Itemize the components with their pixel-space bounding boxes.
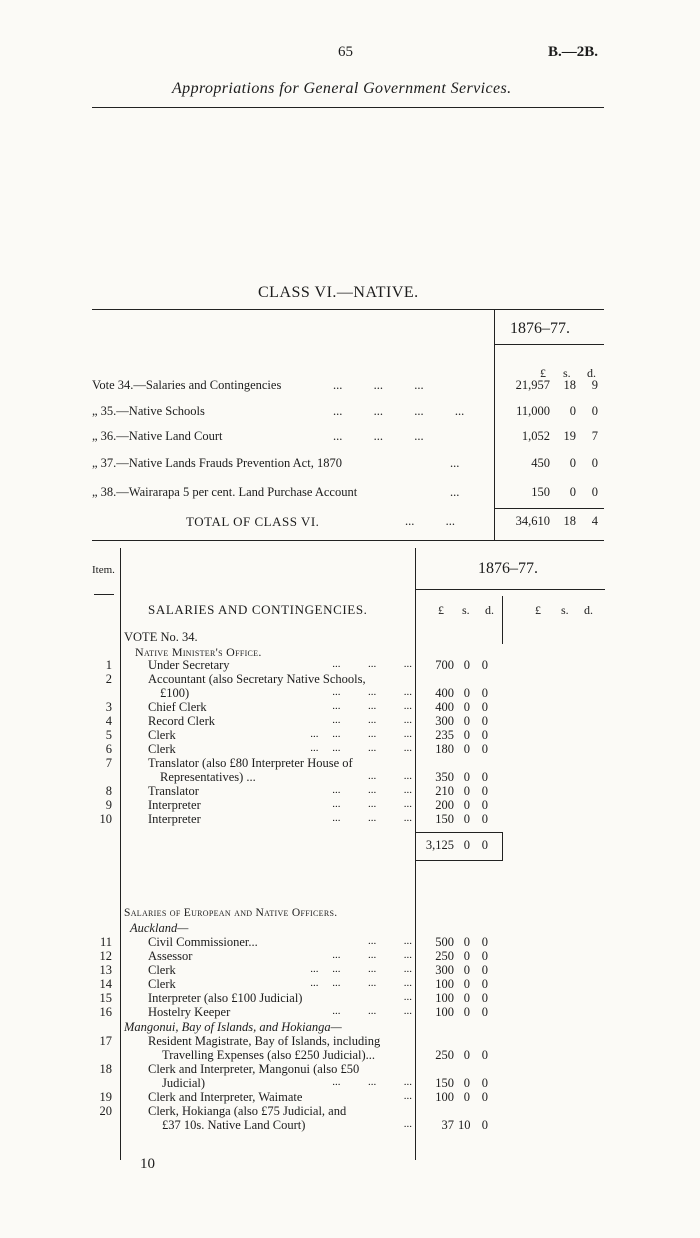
summary-unit-shilling: s. <box>563 366 571 380</box>
item-label: Clerk <box>148 963 176 977</box>
subtotal-top-rule <box>415 832 503 833</box>
summary-total-shillings: 18 <box>563 514 576 528</box>
summary-total-pence: 4 <box>591 514 598 528</box>
detail-item-divider <box>120 548 121 1160</box>
item-number: 2 <box>105 672 112 686</box>
item-pence: 0 <box>481 700 488 714</box>
detail-unit-shilling-2: s. <box>561 603 569 617</box>
item-pence: 0 <box>481 784 488 798</box>
item-pence: 0 <box>481 658 488 672</box>
detail-unit-pound: £ <box>438 603 444 617</box>
item-dots: ... <box>403 1118 412 1130</box>
item-pounds: 700 <box>435 658 454 672</box>
item-pounds: 400 <box>435 700 454 714</box>
summary-bottom-rule <box>92 540 604 541</box>
summary-unit-pence: d. <box>587 366 596 380</box>
item-pounds: 100 <box>435 977 454 991</box>
item-pounds: 150 <box>435 812 454 826</box>
summary-row-pounds: 450 <box>531 456 550 470</box>
item-pounds: 300 <box>435 963 454 977</box>
detail-year-rule <box>415 589 605 590</box>
item-pence: 0 <box>481 686 488 700</box>
summary-row-label: „ 35.—Native Schools <box>92 404 205 418</box>
item-pence: 0 <box>481 935 488 949</box>
item-label: Representatives) ... <box>160 770 256 784</box>
detail-unit-shilling: s. <box>462 603 470 617</box>
sheet-number: 10 <box>140 1156 155 1172</box>
detail-total-divider <box>502 596 503 644</box>
vote-heading: VOTE No. 34. <box>124 630 198 644</box>
item-pounds: 210 <box>435 784 454 798</box>
item-shillings: 0 <box>463 949 470 963</box>
item-pence: 0 <box>481 798 488 812</box>
item-pence: 0 <box>481 991 488 1005</box>
summary-top-rule <box>92 309 604 310</box>
item-shillings: 0 <box>463 742 470 756</box>
item-label: Accountant (also Secretary Native Schools, <box>148 672 366 686</box>
item-pounds: 500 <box>435 935 454 949</box>
summary-row-dots: ... ... ... <box>333 378 424 392</box>
item-pounds: 350 <box>435 770 454 784</box>
item-number: 10 <box>99 812 112 826</box>
item-pence: 0 <box>481 812 488 826</box>
item-shillings: 0 <box>463 963 470 977</box>
summary-row-label: „ 36.—Native Land Court <box>92 429 223 443</box>
subtotal-pounds: 3,125 <box>425 838 454 852</box>
summary-row-label: „ 37.—Native Lands Frauds Prevention Act, 1870 <box>92 456 342 470</box>
item-pounds: 100 <box>435 991 454 1005</box>
summary-row-dots: ... ... ... <box>333 429 424 443</box>
item-number: 13 <box>99 963 112 977</box>
item-shillings: 0 <box>463 935 470 949</box>
item-shillings: 0 <box>463 728 470 742</box>
item-pounds: 300 <box>435 714 454 728</box>
summary-row-pence: 9 <box>591 378 598 392</box>
subtotal-pence: 0 <box>481 838 488 852</box>
item-pence: 0 <box>481 1048 488 1062</box>
item-label: Under Secretary <box>148 658 230 672</box>
summary-row-dots: ... <box>450 485 460 499</box>
subtotal-right-rule <box>502 832 503 861</box>
item-label: £100) <box>160 686 190 700</box>
item-dots: ... ... ... <box>332 658 412 670</box>
summary-row-shillings: 19 <box>563 429 576 443</box>
item-pounds: 200 <box>435 798 454 812</box>
item-number: 15 <box>99 991 112 1005</box>
summary-total-pounds: 34,610 <box>515 514 550 528</box>
summary-row-label: Vote 34.—Salaries and Contingencies <box>92 378 282 392</box>
item-pence: 0 <box>481 977 488 991</box>
subtotal-shillings: 0 <box>463 838 470 852</box>
item-shillings: 0 <box>463 798 470 812</box>
item-shillings: 0 <box>463 1090 470 1104</box>
header-rule <box>92 107 604 108</box>
item-pence: 0 <box>481 728 488 742</box>
summary-year: 1876–77. <box>510 320 570 337</box>
item-shillings: 10 <box>458 1118 471 1132</box>
subtotal-bottom-rule <box>415 860 503 861</box>
section2-heading: Salaries of European and Native Officers. <box>124 907 338 919</box>
summary-row-pence: 0 <box>591 404 598 418</box>
item-number: 9 <box>105 798 112 812</box>
summary-total-rule <box>494 508 604 509</box>
item-number: 6 <box>105 742 112 756</box>
item-dots: ... ... ... ... <box>310 963 412 975</box>
item-column-header: Item. <box>92 564 115 576</box>
item-number: 8 <box>105 784 112 798</box>
summary-row-shillings: 0 <box>569 485 576 499</box>
summary-row-pounds: 21,957 <box>515 378 550 392</box>
item-dots: ... ... ... ... <box>310 728 412 740</box>
item-header-rule <box>94 594 114 595</box>
item-shillings: 0 <box>463 1005 470 1019</box>
item-label: Record Clerk <box>148 714 215 728</box>
item-dots: ... <box>403 1090 412 1102</box>
item-label: Chief Clerk <box>148 700 207 714</box>
item-dots: ... ... ... ... <box>310 977 412 989</box>
detail-amount-divider <box>415 548 416 1160</box>
item-shillings: 0 <box>463 1076 470 1090</box>
auckland-heading: Auckland— <box>130 921 189 935</box>
item-dots: ... ... ... <box>332 1005 412 1017</box>
item-pounds: 180 <box>435 742 454 756</box>
item-number: 14 <box>99 977 112 991</box>
item-shillings: 0 <box>463 812 470 826</box>
item-label: Clerk <box>148 728 176 742</box>
item-label: Civil Commissioner... <box>148 935 258 949</box>
item-shillings: 0 <box>463 991 470 1005</box>
item-dots: ... ... ... <box>332 798 412 810</box>
summary-unit-pound: £ <box>540 366 546 380</box>
item-pounds: 150 <box>435 1076 454 1090</box>
office-heading: Native Minister's Office. <box>135 645 262 659</box>
item-number: 12 <box>99 949 112 963</box>
page-title: Appropriations for General Government Services. <box>172 80 512 97</box>
item-label: £37 10s. Native Land Court) <box>162 1118 306 1132</box>
summary-row-pence: 0 <box>591 456 598 470</box>
item-pence: 0 <box>481 1090 488 1104</box>
item-label: Interpreter <box>148 798 201 812</box>
item-pounds: 250 <box>435 1048 454 1062</box>
summary-row-shillings: 0 <box>569 456 576 470</box>
item-shillings: 0 <box>463 784 470 798</box>
summary-row-dots: ... ... ... ... <box>333 404 465 418</box>
summary-row-pence: 0 <box>591 485 598 499</box>
summary-row-dots: ... <box>450 456 460 470</box>
item-pounds: 100 <box>435 1005 454 1019</box>
item-number: 1 <box>105 658 112 672</box>
item-shillings: 0 <box>463 658 470 672</box>
item-pounds: 37 <box>441 1118 454 1132</box>
summary-row-pounds: 11,000 <box>516 404 550 418</box>
item-label: Clerk and Interpreter, Mangonui (also £50 <box>148 1062 360 1076</box>
summary-row-pounds: 1,052 <box>521 429 550 443</box>
item-shillings: 0 <box>463 714 470 728</box>
item-dots: ... ... ... <box>332 812 412 824</box>
item-label: Clerk, Hokianga (also £75 Judicial, and <box>148 1104 347 1118</box>
summary-row-label: „ 38.—Wairarapa 5 per cent. Land Purchase Account <box>92 485 358 499</box>
item-label: Interpreter (also £100 Judicial) <box>148 991 303 1005</box>
mangonui-heading: Mangonui, Bay of Islands, and Hokianga— <box>124 1020 342 1034</box>
item-number: 4 <box>105 714 112 728</box>
page-number: 65 <box>338 44 353 60</box>
item-number: 17 <box>99 1034 112 1048</box>
item-pounds: 250 <box>435 949 454 963</box>
item-number: 5 <box>105 728 112 742</box>
item-dots: ... ... ... <box>332 714 412 726</box>
item-number: 3 <box>105 700 112 714</box>
item-dots: ... ... ... <box>332 700 412 712</box>
item-pounds: 400 <box>435 686 454 700</box>
document-reference: B.—2B. <box>548 44 599 60</box>
item-label: Translator (also £80 Interpreter House of <box>148 756 353 770</box>
item-shillings: 0 <box>463 686 470 700</box>
detail-unit-pence-2: d. <box>584 603 593 617</box>
item-label: Clerk <box>148 977 176 991</box>
item-pence: 0 <box>481 770 488 784</box>
item-pence: 0 <box>481 1118 488 1132</box>
item-dots: ... ... <box>368 770 412 782</box>
summary-row-pence: 7 <box>591 429 598 443</box>
item-number: 11 <box>99 935 112 949</box>
summary-total-label: TOTAL OF CLASS VI. <box>186 514 320 529</box>
item-number: 7 <box>105 756 112 770</box>
item-pounds: 100 <box>435 1090 454 1104</box>
item-pence: 0 <box>481 1005 488 1019</box>
item-shillings: 0 <box>463 1048 470 1062</box>
item-dots: ... ... <box>368 935 412 947</box>
item-shillings: 0 <box>463 977 470 991</box>
item-dots: ... ... ... <box>332 949 412 961</box>
item-label: Interpreter <box>148 812 201 826</box>
item-shillings: 0 <box>463 700 470 714</box>
summary-row-pounds: 150 <box>531 485 550 499</box>
item-label: Assessor <box>148 949 193 963</box>
item-dots: ... ... ... <box>332 784 412 796</box>
section-title: SALARIES AND CONTINGENCIES. <box>148 602 368 617</box>
item-pence: 0 <box>481 742 488 756</box>
item-dots: ... ... ... <box>332 1076 412 1088</box>
detail-year: 1876–77. <box>478 560 538 577</box>
item-pounds: 235 <box>435 728 454 742</box>
summary-total-dots: ... ... <box>405 514 455 528</box>
item-number: 18 <box>99 1062 112 1076</box>
item-label: Resident Magistrate, Bay of Islands, including <box>148 1034 381 1048</box>
item-pence: 0 <box>481 963 488 977</box>
item-dots: ... ... ... <box>332 686 412 698</box>
item-shillings: 0 <box>463 770 470 784</box>
item-label: Travelling Expenses (also £250 Judicial)... <box>162 1048 376 1062</box>
item-number: 16 <box>99 1005 112 1019</box>
item-number: 20 <box>99 1104 112 1118</box>
item-dots: ... ... ... ... <box>310 742 412 754</box>
detail-unit-pence: d. <box>485 603 494 617</box>
item-label: Translator <box>148 784 199 798</box>
summary-year-rule <box>494 344 604 345</box>
item-number: 19 <box>99 1090 112 1104</box>
item-pence: 0 <box>481 714 488 728</box>
item-label: Clerk <box>148 742 176 756</box>
summary-row-shillings: 18 <box>563 378 576 392</box>
class-title: CLASS VI.—NATIVE. <box>258 284 419 301</box>
item-label: Judicial) <box>162 1076 206 1090</box>
summary-row-shillings: 0 <box>569 404 576 418</box>
item-pence: 0 <box>481 949 488 963</box>
item-label: Clerk and Interpreter, Waimate <box>148 1090 303 1104</box>
item-dots: ... <box>403 991 412 1003</box>
item-label: Hostelry Keeper <box>148 1005 231 1019</box>
item-pence: 0 <box>481 1076 488 1090</box>
detail-unit-pound-2: £ <box>535 603 541 617</box>
